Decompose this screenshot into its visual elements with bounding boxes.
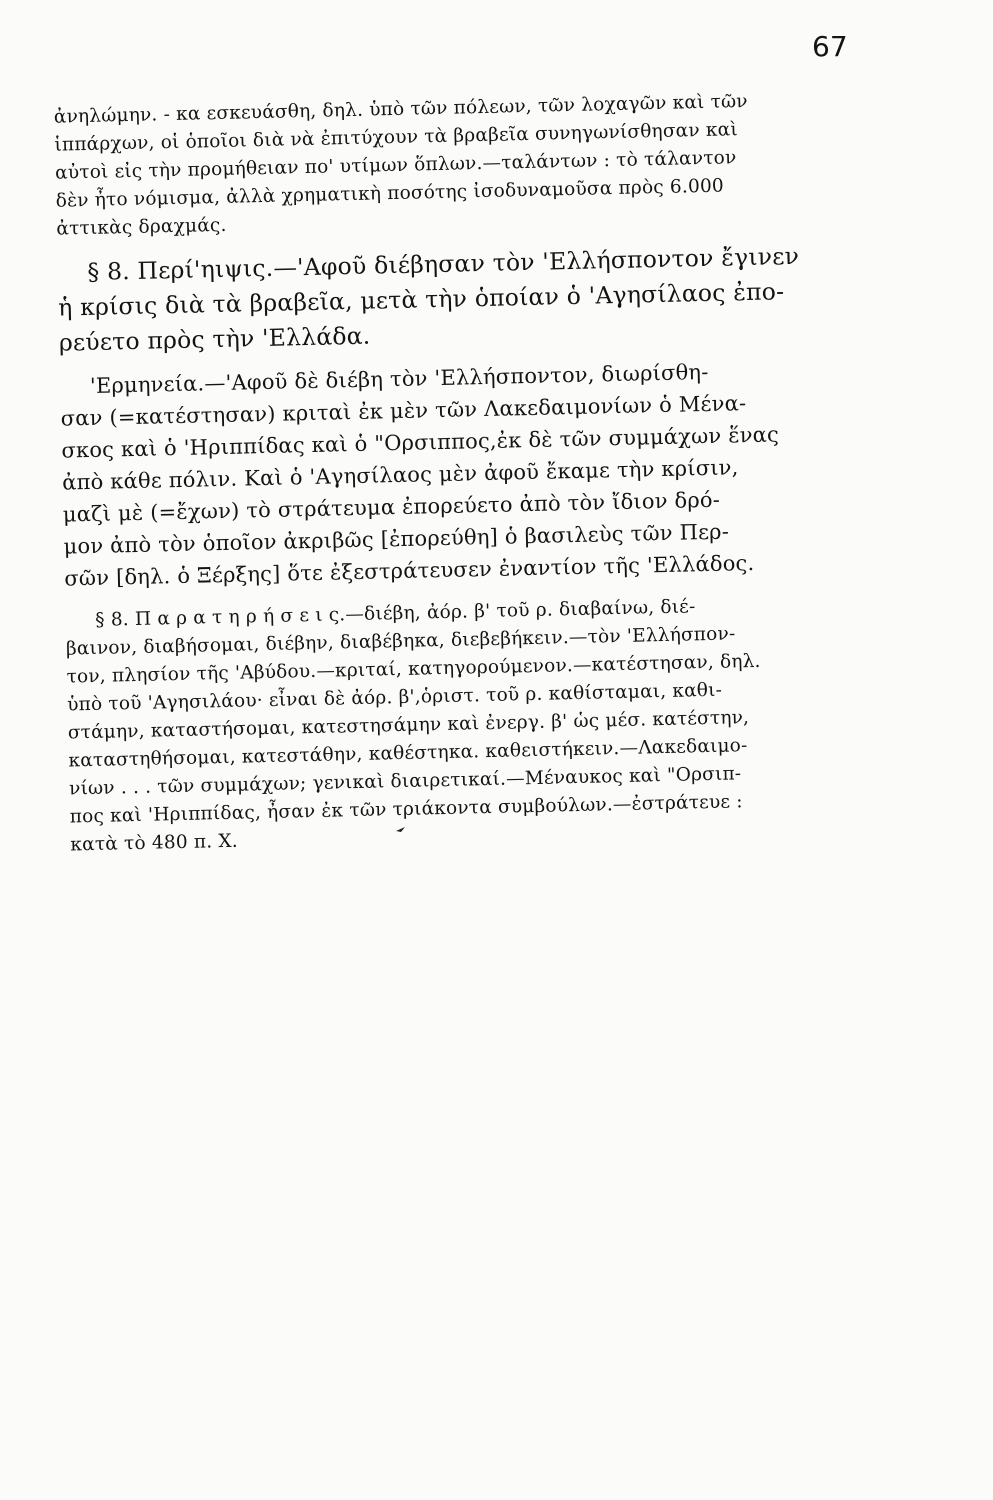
notes-line: νίων . . . τῶν συμμάχων; γενικαὶ διαιρετικαί.—Μέναυκος καὶ "Ορσιπ- [68,763,742,800]
footnote-line: ἱππάρχων, οἱ ὁποῖοι διὰ νὰ ἐπιτύχουν τὰ βραβεῖα συνηγωνίσθησαν καὶ [54,119,739,156]
footnote-line: ἀνηλώμην. - κα εσκευάσθη, δηλ. ὑπὸ τῶν πόλεων, τῶν λοχαγῶν καὶ τῶν [53,90,748,128]
section-text-line: ἡ κρίσις διὰ τὰ βραβεῖα, μετὰ τὴν ὁποίαν ὁ 'Αγησίλαος ἐπο- [57,277,785,322]
notes-line: § 8. Π α ρ α τ η ρ ή σ ε ι ς.—διέβη, ἀόρ. β' τοῦ ρ. διαβαίνω, διέ- [95,596,696,631]
interpretation-line: 'Ερμηνεία.—'Αφοῦ δὲ διέβη τὸν 'Ελλήσποντον, διωρίσθη- [89,359,709,398]
notes-line: τον, πλησίον τῆς 'Αβύδου.—κριταί, κατηγορούμενον.—κατέστησαν, δηλ. [66,650,761,688]
footnote-line: αὐτοὶ εἰς τὴν προμήθειαν πο' υτίμων ὅπλων.—ταλάντων : τὸ τάλαντον [54,147,737,184]
section-text-line: § 8. Περί'ηιψις.—'Αφοῦ διέβησαν τὸν 'Ελλήσποντον ἔγινεν [87,241,800,286]
notes-line: στάμην, καταστήσομαι, κατεστησάμην καὶ ἐνεργ. β' ὡς μέσ. κατέστην, [67,707,750,744]
interpretation-line: μον ἀπὸ τὸν ὁποῖον ἀκριβῶς [ἐπορεύθη] ὁ βασιλεὺς τῶν Περ- [63,519,730,559]
notes-line: κατὰ τὸ 480 π. Χ. [70,830,239,856]
notes-line: καταστηθήσομαι, κατεστάθην, καθέστηκα. καθειστήκειν.—Λακεδαιμο- [68,735,748,772]
footnote-line: ἀττικὰς δραχμάς. [56,214,227,240]
footnote-line: δὲν ἦτο νόμισμα, ἀλλὰ χρηματικὴ ποσότης ἰσοδυναμοῦσα πρὸς 6.000 [55,175,725,212]
interpretation-line: σκος καὶ ὁ 'Ηριππίδας καὶ ὁ "Ορσιππος,ἐκ δὲ τῶν συμμάχων ἕνας [61,422,780,463]
notes-line: βαινον, διαβήσομαι, διέβην, διαβέβηκα, διεβεβήκειν.—τὸν 'Ελλήσπον- [65,623,736,660]
interpretation-line: μαζὶ μὲ (=ἔχων) τὸ στράτευμα ἐπορεύετο ἀπὸ τὸν ἴδιον δρό- [62,487,721,527]
ink-speck [395,825,407,833]
section-text-line: ρεύετο πρὸς τὴν 'Ελλάδα. [58,321,371,357]
interpretation-line: σῶν [δηλ. ὁ Ξέρξης] ὅτε ἐξεστράτευσεν ἐναντίον τῆς 'Ελλάδος. [64,550,755,591]
interpretation-line: σαν (=κατέστησαν) κριταὶ ἐκ μὲν τῶν Λακεδαιμονίων ὁ Μένα- [60,391,747,431]
notes-line: ὑπὸ τοῦ 'Αγησιλάου· εἶναι δὲ ἀόρ. β',ὁριστ. τοῦ ρ. καθίσταμαι, καθι- [66,679,723,716]
page-number: 67 [812,30,848,63]
interpretation-line: ἀπὸ κάθε πόλιν. Καὶ ὁ 'Αγησίλαος μὲν ἀφοῦ ἔκαμε τὴν κρίσιν, [61,455,739,495]
notes-line: πος καὶ 'Ηριππίδας, ἦσαν ἐκ τῶν τριάκοντα συμβούλων.—ἐστράτευε : [69,791,743,828]
